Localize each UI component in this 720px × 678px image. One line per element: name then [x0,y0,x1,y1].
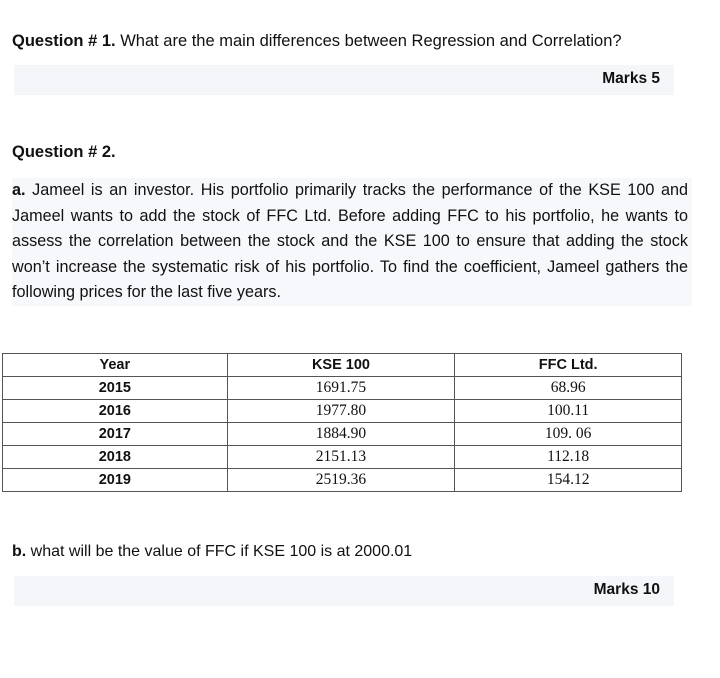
cell-year: 2017 [3,423,228,446]
cell-year: 2015 [3,377,228,400]
question-2-label: Question # 2. [12,143,116,161]
header-year: Year [3,354,228,377]
question-1-marks: Marks 5 [602,70,660,87]
cell-kse100: 2519.36 [227,469,455,492]
question-1-text: What are the main differences between Regression and Correlation? [115,32,622,50]
cell-ffc: 109. 06 [455,423,682,446]
table-row [3,446,682,469]
header-kse100: KSE 100 [227,354,455,377]
part-b-label: b. [12,543,27,560]
cell-year: 2019 [3,469,228,492]
cell-ffc: 68.96 [455,377,682,400]
question-2-part-b [12,543,412,561]
question-2-part-a [12,178,692,306]
price-table [2,353,682,492]
cell-kse100: 1691.75 [227,377,455,400]
cell-ffc: 112.18 [455,446,682,469]
table-row [3,400,682,423]
cell-year: 2018 [3,446,228,469]
question-1-label: Question # 1. [12,32,116,50]
cell-kse100: 1977.80 [227,400,455,423]
cell-ffc: 100.11 [455,400,682,423]
cell-year: 2016 [3,400,228,423]
part-a-text: Jameel is an investor. His portfolio primarily tracks the performance of the KSE 100 and Jameel wants to add the stock of FFC Ltd. Before adding FFC to his portfolio, he wants to assess the correlation between the stock and the KSE 100 to ensure that adding the stock won’t increase the systematic risk of his portfolio. To find the coefficient, Jameel gathers the following prices for the last five years. [12,181,688,302]
cell-ffc: 154.12 [455,469,682,492]
question-1 [12,32,622,51]
table-row [3,423,682,446]
question-2-marks-bar [14,576,674,606]
part-b-text: what will be the value of FFC if KSE 100 is at 2000.01 [26,543,413,560]
table-header-row [3,354,682,377]
question-1-marks-bar [14,65,674,95]
table-row [3,469,682,492]
cell-kse100: 2151.13 [227,446,455,469]
question-2-marks: Marks 10 [593,581,660,598]
header-ffc: FFC Ltd. [455,354,682,377]
part-a-label: a. [12,181,26,199]
cell-kse100: 1884.90 [227,423,455,446]
table-row [3,377,682,400]
